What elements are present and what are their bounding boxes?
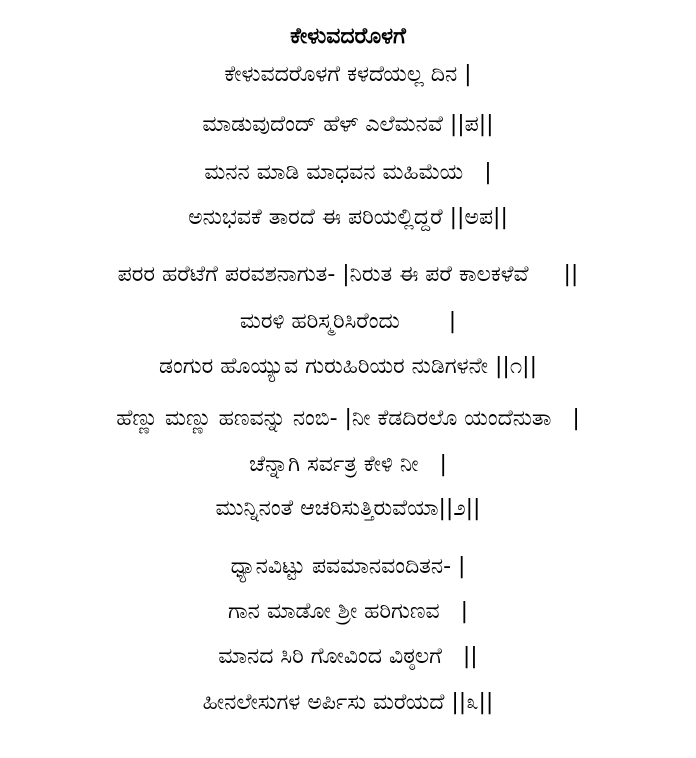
poem-line: ಪರರ ಹರೆಟೆಗೆ ಪರವಶನಾಗುತ- |ನಿರುತ ಈ ಪರೆ ಕಾಲಕಳೆವೆ || — [117, 262, 579, 287]
poem-line: ಮುನ್ನಿನಂತೆ ಆಚರಿಸುತ್ತಿರುವೆಯಾ||೨|| — [215, 496, 481, 521]
poem-line: ಡಂಗುರ ಹೊಯ್ಯುವ ಗುರುಹಿರಿಯರ ನುಡಿಗಳನೇ ||೧|| — [159, 354, 537, 379]
poem-line: ಮಾಡುವುದೆಂದ್ ಹೆಳ್ ಎಲೆಮನವೆ ||ಪ|| — [202, 112, 494, 137]
poem-line: ಗಾನ ಮಾಡೋ ಶ್ರೀ ಹರಿಗುಣವ | — [227, 599, 469, 624]
poem-line: ಕೇಳುವದರೊಳಗೆ ಕಳದೆಯಲ್ಲ ದಿನ | — [224, 62, 472, 87]
poem-title: ಕೇಳುವದರೊಳಗೆ — [290, 24, 406, 49]
poem-line: ಮಾನದ ಸಿರಿ ಗೋವಿಂದ ವಿಠ್ಠಲಗೆ || — [218, 644, 478, 669]
poem-line: ಮರಳಿ ಹರಿಸ್ಮರಿಸಿರೆಂದು | — [239, 309, 457, 334]
poem-line: ಮನನ ಮಾಡಿ ಮಾಧವನ ಮಹಿಮೆಯ | — [204, 160, 492, 185]
poem-line: ಅನುಭವಕೆ ತಾರದೆ ಈ ಪರಿಯಲ್ಲಿದ್ದರೆ ||ಅಪ|| — [188, 205, 508, 230]
poem-line: ಹೀನಲೇಸುಗಳ ಅರ್ಪಿಸು ಮರೆಯದೆ ||೩|| — [202, 690, 494, 715]
poem-line: ಹೆಣ್ಣು ಮಣ್ಣು ಹಣವನ್ನು ನಂಬಿ- |ನೀ ಕೆಡದಿರಲೊ ಯಂದೆನುತಾ | — [116, 406, 580, 431]
poem-line: ಚೆನ್ನಾಗಿ ಸರ್ವತ್ರ ಕೇಳಿ ನೀ | — [249, 452, 447, 477]
poem-line: ಧ್ಯಾನವಿಟ್ಟು ಪವಮಾನವಂದಿತನ- | — [230, 554, 466, 579]
